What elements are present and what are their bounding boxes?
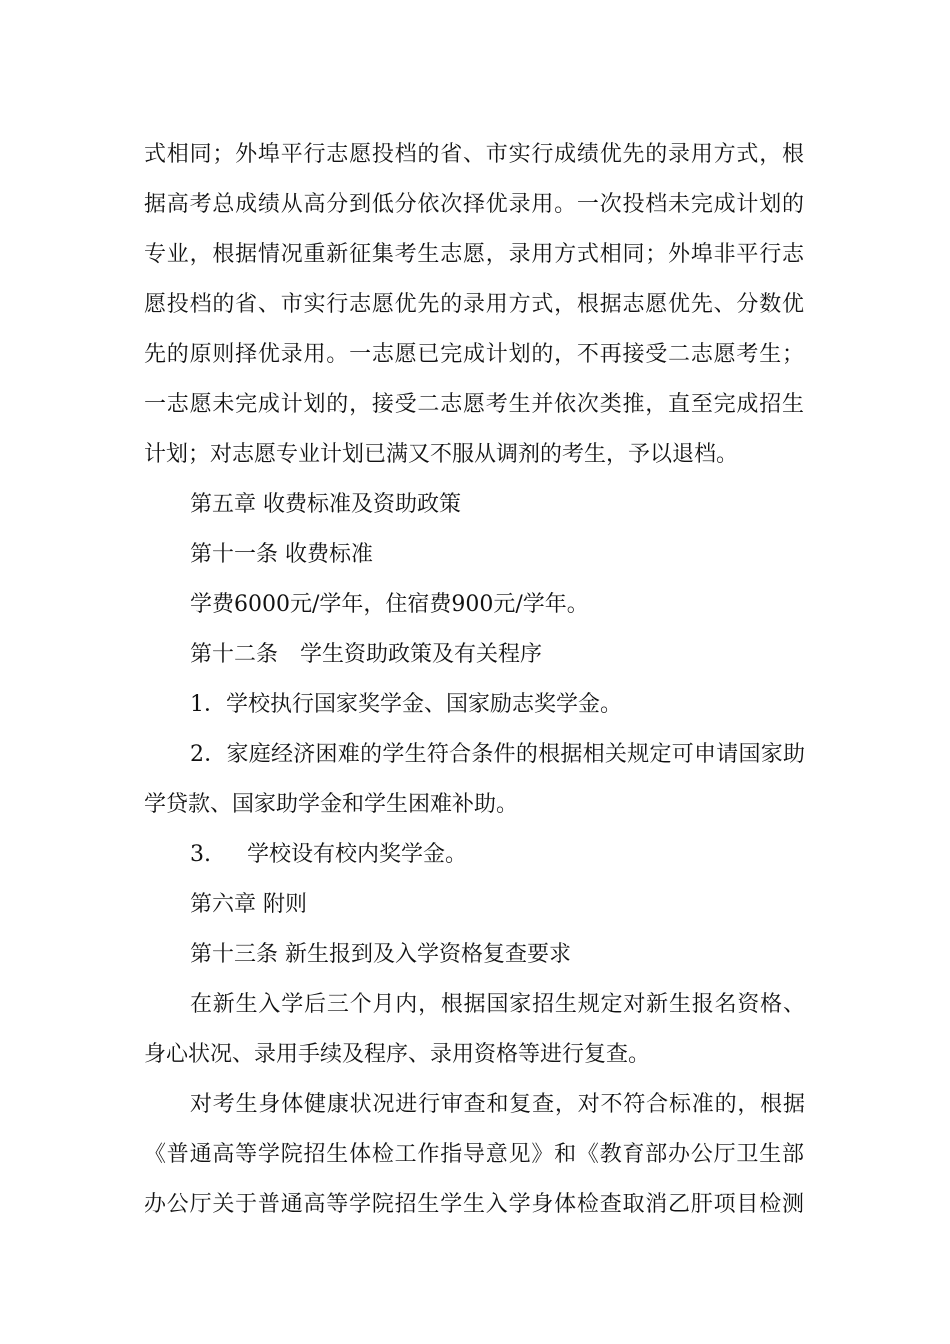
article-heading: 第十一条 收费标准 [190, 542, 373, 567]
list-item-text: 学校设有校内奖学金。 [247, 842, 468, 867]
text-line: 对考生身体健康状况进行审查和复查，对不符合标准的，根据 [190, 1092, 805, 1117]
text-line: 愿投档的省、市实行志愿优先的录用方式，根据志愿优先、分数优 [144, 292, 804, 317]
chapter-heading: 第五章 收费标准及资助政策 [190, 492, 461, 517]
list-item: 1．学校执行国家奖学金、国家励志奖学金。 [190, 692, 622, 717]
text-line: 在新生入学后三个月内，根据国家招生规定对新生报名资格、 [190, 992, 805, 1017]
list-item: 2．家庭经济困难的学生符合条件的根据相关规定可申请国家助 [190, 742, 805, 767]
text-line: 学费6000元/学年，住宿费900元/学年。 [190, 592, 589, 617]
text-line: 先的原则择优录用。一志愿已完成计划的，不再接受二志愿考生； [144, 342, 804, 367]
text-line: 身心状况、录用手续及程序、录用资格等进行复查。 [144, 1042, 651, 1067]
text-line: 一志愿未完成计划的，接受二志愿考生并依次类推，直至完成招生 [144, 392, 804, 417]
chapter-heading: 第六章 附则 [190, 892, 307, 917]
text-line: 办公厅关于普通高等学院招生学生入学身体检查取消乙肝项目检测 [144, 1192, 804, 1217]
text-line: 学贷款、国家助学金和学生困难补助。 [144, 792, 519, 817]
list-number: 3. [190, 842, 211, 867]
text-line: 计划；对志愿专业计划已满又不服从调剂的考生，予以退档。 [144, 442, 739, 467]
text-line: 据高考总成绩从高分到低分依次择优录用。一次投档未完成计划的 [144, 192, 804, 217]
text-line: 式相同；外埠平行志愿投档的省、市实行成绩优先的录用方式，根 [144, 142, 804, 167]
article-heading: 第十二条 学生资助政策及有关程序 [190, 642, 543, 667]
text-line: 《普通高等学院招生体检工作指导意见》和《教育部办公厅卫生部 [144, 1142, 804, 1167]
list-item [0, 840, 950, 870]
text-line: 专业，根据情况重新征集考生志愿，录用方式相同；外埠非平行志 [144, 242, 804, 267]
article-heading: 第十三条 新生报到及入学资格复查要求 [190, 942, 571, 967]
